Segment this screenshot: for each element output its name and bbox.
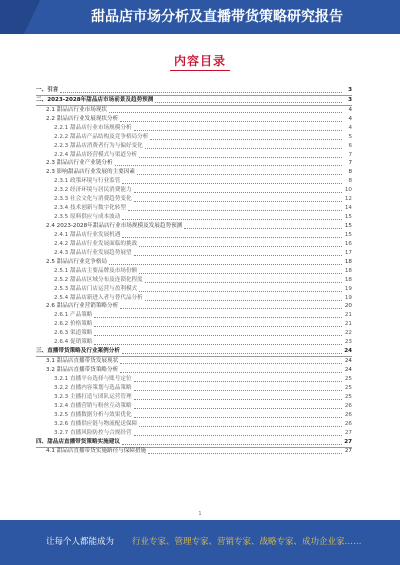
toc-dot-leader [134,200,342,202]
toc-dot-leader [134,407,342,409]
toc-dot-leader [134,398,342,400]
toc-entry[interactable] [36,276,352,285]
toc-dot-leader [145,299,342,301]
toc-dot-leader [145,147,342,149]
toc-dot-leader [150,138,342,140]
toc-dot-leader [115,164,342,166]
toc-entry-page: 24 [344,358,352,365]
toc-entry-page: 27 [344,429,352,436]
header-accent-stripe [0,0,24,34]
toc-dot-leader [134,416,342,418]
toc-entry[interactable] [36,420,352,429]
toc-entry-label: 2.2.2 甜品店产品结构及竞争格局分析 [54,133,149,140]
toc-dot-leader [134,191,342,193]
toc-entry-label: 2.5.1 甜品店主要品牌及市场份额 [54,267,138,274]
toc-entry-label: 3.2.5 直播数据分析与效果优化 [54,411,132,418]
toc-dot-leader [139,272,342,274]
toc-entry[interactable] [36,186,352,195]
toc-entry-label: 2.2.4 甜品店经营模式与渠道分析 [54,151,138,158]
toc-entry-page: 16 [344,240,352,247]
toc-dot-leader [139,425,342,427]
toc-dot-leader [155,101,342,103]
toc-dot-leader [120,371,342,373]
toc-dot-leader [122,182,342,184]
toc-entry-label: 4.1 甜品店直播带货实施路径与保障措施 [46,448,147,455]
toc-entry[interactable] [36,168,352,177]
toc-entry-page: 27 [344,448,352,455]
toc-entry-label: 3.2.2 直播内容策划与选品策略 [54,384,132,391]
toc-entry-page: 26 [344,420,352,427]
toc-entry[interactable] [36,366,352,375]
toc-entry-label: 2.3.5 原料供应与成本波动 [54,214,121,221]
toc-entry-label: 2.2 甜品店行业发展现状分析 [46,115,119,122]
footer-slogan-right: 行业专家、管理专家、营销专家、战略专家、成功企业家…… [132,537,362,547]
toc-entry-page: 12 [344,196,352,203]
toc-entry[interactable] [36,96,352,106]
toc-entry-label: 3.2.3 主播打造与团队运营管理 [54,393,132,400]
footer-slogan-left: 让每个人都能成为 [46,537,115,547]
toc-dot-leader [137,173,342,175]
report-title: 甜品店市场分析及直播带货策略研究报告 [91,9,343,25]
toc-entry-page: 18 [344,267,352,274]
toc-dot-leader [139,245,342,247]
toc-entry[interactable] [36,86,352,96]
toc-entry-page: 4 [348,115,352,122]
toc-entry-label: 2.5.4 甜品店新进入者与替代品分析 [54,294,143,301]
toc-entry-page: 17 [344,249,352,256]
toc-entry[interactable] [36,231,352,240]
toc-entry-label: 2.5.2 甜品店区域分布及连锁化程度 [54,276,143,283]
toc-entry-page: 21 [344,312,352,319]
toc-entry[interactable] [36,393,352,402]
toc-entry-page: 4 [348,124,352,131]
toc-entry[interactable] [36,258,352,267]
toc-dot-leader [122,443,342,445]
toc-entry-page: 23 [344,339,352,346]
toc-entry[interactable] [36,204,352,213]
toc-entry-page: 18 [344,258,352,265]
toc-dot-leader [148,452,342,454]
toc-dot-leader [122,218,342,220]
toc-entry[interactable] [36,357,352,366]
toc-entry-page: 19 [344,285,352,292]
toc-entry-label: 2.1 甜品店行业市场现状 [46,106,108,113]
toc-entry-page: 15 [344,231,352,238]
toc-entry[interactable] [36,195,352,204]
table-of-contents [36,86,352,456]
toc-entry-page: 18 [344,276,352,283]
toc-entry[interactable] [36,429,352,438]
toc-entry-label: 2.6.1 产品策略 [54,312,93,319]
toc-entry-label: 2.3 影响甜品店行业发展的主要因素 [46,169,135,176]
toc-entry[interactable] [36,375,352,384]
toc-entry-page: 5 [348,133,352,140]
toc-dot-leader [120,362,342,364]
toc-entry-page: 26 [344,402,352,409]
toc-entry[interactable] [36,115,352,124]
toc-entry-page: 6 [348,142,352,149]
toc-dot-leader [139,156,342,158]
toc-entry[interactable] [36,294,352,303]
toc-dot-leader [94,325,342,327]
toc-dot-leader [128,209,342,211]
toc-entry-label: 3.2.6 直播供应链与物流配送保障 [54,420,138,427]
toc-entry-label: 2.4 2023-2028年甜品店行业市场规模及发展趋势预测 [46,223,183,230]
report-footer [0,520,400,565]
toc-entry-page: 10 [344,187,352,194]
toc-entry-label: 2.4.1 甜品店行业发展机遇 [54,231,121,238]
toc-entry-label: 2.3.3 社会文化与消费趋势变化 [54,196,132,203]
toc-entry[interactable] [36,347,352,357]
toc-entry[interactable] [36,240,352,249]
toc-entry-page: 25 [344,393,352,400]
toc-dot-leader [184,227,342,229]
toc-dot-leader [134,380,342,382]
toc-entry-page: 24 [344,367,352,374]
toc-dot-leader [134,254,342,256]
report-header [0,0,400,34]
toc-entry-page: 15 [344,223,352,230]
toc-dot-leader [109,111,342,113]
toc-entry-page: 19 [344,294,352,301]
toc-dot-leader [60,91,342,93]
toc-entry-page: 24 [344,348,352,355]
toc-entry[interactable] [36,142,352,151]
toc-dot-leader [94,316,342,318]
toc-entry[interactable] [36,402,352,411]
toc-entry[interactable] [36,133,352,142]
toc-entry-label: 3.1 甜品店直播带货发展现状 [46,358,119,365]
toc-dot-leader [109,263,342,265]
toc-entry-label: 二、2023-2028年甜品店市场前景及趋势预测 [36,96,154,103]
toc-entry-label: 2.5.3 甜品店门店运营与盈利模式 [54,285,138,292]
toc-entry[interactable] [36,438,352,448]
toc-entry-label: 2.4.2 甜品店行业发展面临的挑战 [54,240,138,247]
toc-entry[interactable] [36,329,352,338]
toc-dot-leader [120,120,342,122]
toc-dot-leader [122,236,342,238]
toc-entry[interactable] [36,285,352,294]
toc-entry-label: 3.2 甜品店直播带货策略分析 [46,367,119,374]
toc-entry[interactable] [36,124,352,133]
toc-entry-label: 2.2.1 甜品店行业市场规模分析 [54,124,132,131]
toc-dot-leader [145,281,342,283]
page-number: 1 [198,511,202,517]
toc-entry-page: 25 [344,384,352,391]
toc-entry-label: 3.2.4 直播营销与粉丝互动策略 [54,402,132,409]
toc-heading: 内容目录 [173,54,226,68]
toc-dot-leader [120,307,342,309]
toc-entry-label: 2.3.2 经济环境与居民消费能力 [54,187,132,194]
toc-dot-leader [122,352,342,354]
toc-entry-page: 22 [344,330,352,337]
toc-entry[interactable] [36,249,352,258]
toc-dot-leader [94,343,342,345]
toc-entry-label: 2.3 甜品店行业产业链分析 [46,160,113,167]
toc-entry[interactable] [36,151,352,160]
toc-entry-page: 4 [348,106,352,113]
toc-entry-label: 2.4.3 甜品店行业发展趋势展望 [54,249,132,256]
toc-entry-label: 2.6.2 价格策略 [54,321,93,328]
toc-entry-page: 3 [348,86,352,93]
toc-entry-page: 26 [344,411,352,418]
toc-entry-label: 2.6.4 促销策略 [54,339,93,346]
toc-dot-leader [94,334,342,336]
toc-entry-page: 20 [344,303,352,310]
toc-entry[interactable] [36,160,352,169]
toc-entry-label: 四、甜品店直播带货策略实施建议 [36,438,120,445]
toc-entry-page: 7 [348,151,352,158]
toc-dot-leader [134,129,342,131]
toc-heading-underline [170,70,230,71]
toc-entry-page: 7 [348,160,352,167]
toc-dot-leader [134,389,342,391]
toc-entry[interactable] [36,267,352,276]
toc-entry-page: 14 [344,205,352,212]
toc-entry[interactable] [36,311,352,320]
toc-entry[interactable] [36,338,352,347]
toc-entry-page: 27 [344,438,352,445]
toc-entry-label: 三、直播带货策略及行业案例分析 [36,348,120,355]
toc-entry[interactable] [36,213,352,222]
toc-entry[interactable] [36,411,352,420]
toc-entry-label: 2.6 甜品店行业营销策略分析 [46,303,119,310]
toc-entry[interactable] [36,320,352,329]
toc-entry-label: 3.2.7 直播风险防控与合规经营 [54,429,132,436]
toc-entry[interactable] [36,222,352,231]
toc-entry[interactable] [36,303,352,312]
toc-entry[interactable] [36,448,352,457]
toc-dot-leader [139,290,342,292]
toc-entry-page: 21 [344,321,352,328]
toc-dot-leader [134,434,342,436]
toc-entry-label: 3.2.1 直播平台选择与账号定位 [54,375,132,382]
toc-entry-page: 8 [348,178,352,185]
toc-entry-page: 25 [344,375,352,382]
toc-entry-page: 3 [348,96,352,103]
toc-entry-label: 2.3.4 技术创新与数字化转型 [54,205,126,212]
toc-entry-page: 15 [344,214,352,221]
toc-entry-label: 2.3.1 政策环境与行业监管 [54,178,121,185]
toc-entry-label: 2.2.3 甜品店消费者行为与偏好变化 [54,142,143,149]
toc-entry-label: 一、引言 [36,86,59,93]
toc-entry-page: 8 [348,169,352,176]
toc-entry[interactable] [36,106,352,115]
toc-entry-label: 2.5 甜品店行业竞争格局 [46,258,108,265]
toc-entry[interactable] [36,384,352,393]
toc-entry[interactable] [36,177,352,186]
toc-entry-label: 2.6.3 渠道策略 [54,330,93,337]
